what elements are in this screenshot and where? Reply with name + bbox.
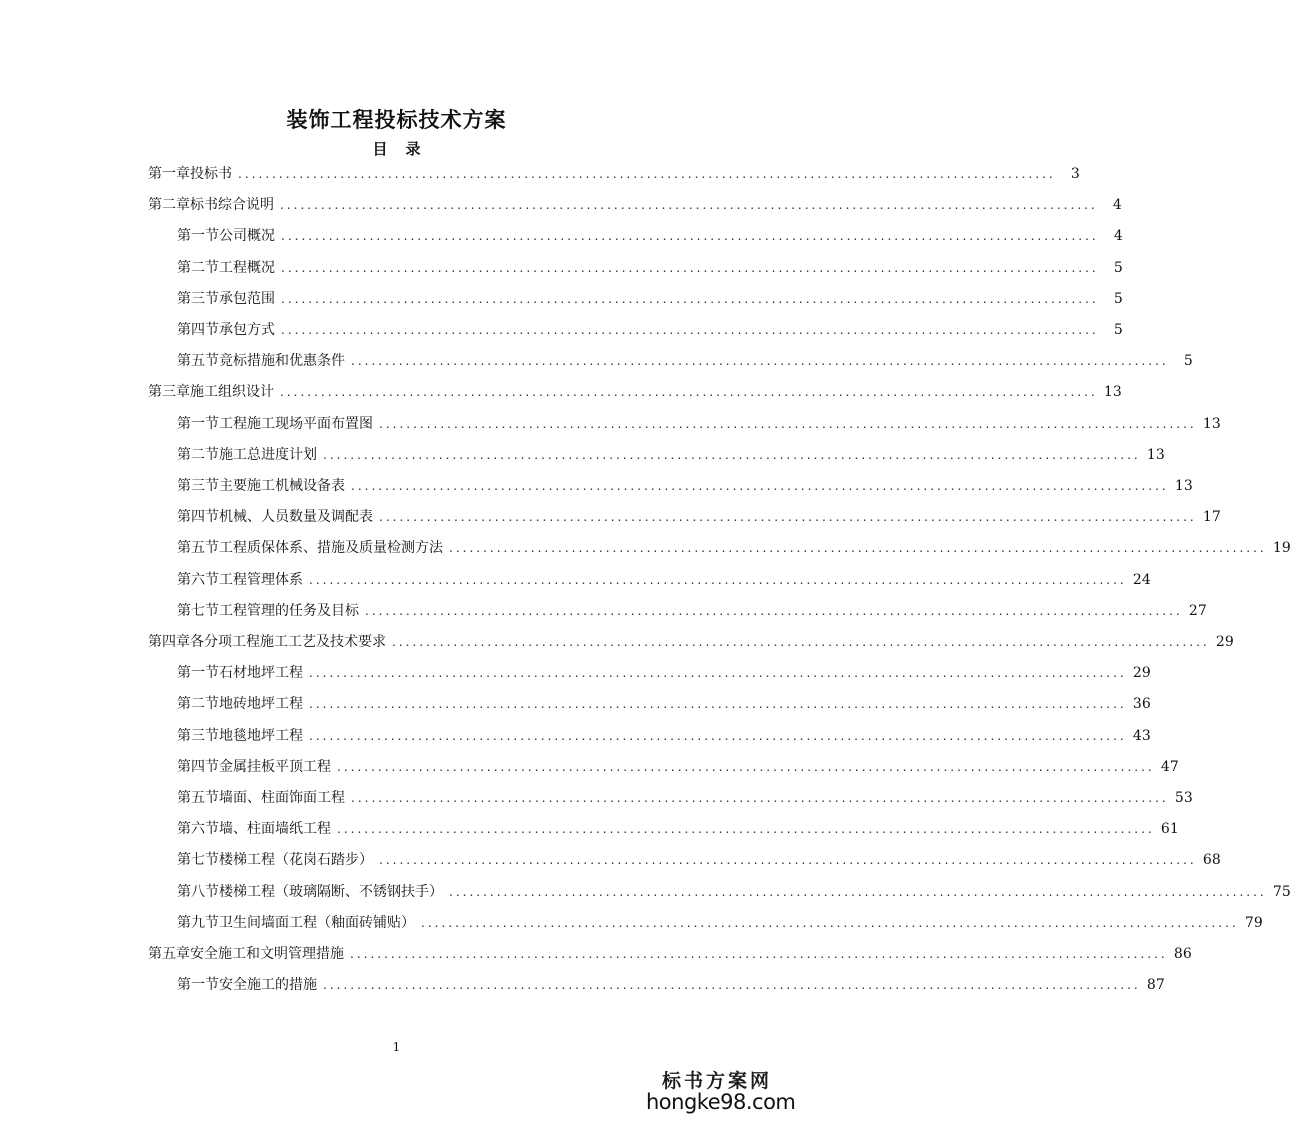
toc-entry-title: 承包方式 xyxy=(219,322,275,338)
toc-entry-number: 第三节 xyxy=(177,290,219,307)
toc-heading-char: 目 xyxy=(372,140,388,158)
toc-entry-number: 第二章 xyxy=(148,197,190,214)
toc-entry-page: 43 xyxy=(1132,727,1151,744)
toc-entry-number: 第六节 xyxy=(177,571,219,588)
toc-entry-title: 主要施工机械设备表 xyxy=(219,478,345,494)
toc-entry-number: 第三节 xyxy=(177,727,219,744)
watermark-url: hongke98.com xyxy=(646,1090,796,1114)
toc-section-entry[interactable] xyxy=(177,692,1151,716)
toc-entry-title: 安全施工的措施 xyxy=(219,977,317,994)
document-title: 装饰工程投标技术方案 xyxy=(286,107,507,132)
toc-entry-number: 第四节 xyxy=(177,509,219,526)
toc-entry-page: 5 xyxy=(1183,353,1193,370)
toc-chapter-entry[interactable] xyxy=(148,162,1080,186)
toc-heading-char: 录 xyxy=(405,140,421,158)
toc-entry-title: 工程管理体系 xyxy=(219,571,303,588)
watermark-logo-text: 标书方案网 xyxy=(662,1070,773,1092)
toc-entry-title: 地砖地坪工程 xyxy=(219,696,303,713)
toc-section-entry[interactable] xyxy=(177,318,1123,342)
toc-dot-leader: ........................................................................................................................ xyxy=(281,229,1099,244)
toc-entry-title: 工程施工现场平面布置图 xyxy=(219,415,373,432)
toc-entry-number: 第一节 xyxy=(177,977,219,994)
toc-entry-page: 5 xyxy=(1113,322,1123,338)
toc-entry-title: 金属挂板平顶工程 xyxy=(219,758,331,775)
toc-entry-page: 4 xyxy=(1113,228,1123,245)
toc-entry-number: 第一章 xyxy=(148,166,190,182)
toc-dot-leader: ........................................................................................................................ xyxy=(379,853,1197,868)
toc-dot-leader: ........................................................................................................................ xyxy=(421,915,1239,930)
toc-entry-title: 各分项工程施工工艺及技术要求 xyxy=(190,634,386,650)
toc-entry-page: 13 xyxy=(1146,446,1165,463)
toc-section-entry[interactable] xyxy=(177,568,1151,592)
toc-entry-page: 24 xyxy=(1132,571,1151,588)
toc-dot-leader: ........................................................................................................................ xyxy=(379,416,1197,431)
toc-section-entry[interactable] xyxy=(177,536,1291,560)
toc-section-entry[interactable] xyxy=(177,349,1193,373)
toc-dot-leader: ........................................................................................................................ xyxy=(281,323,1099,337)
toc-dot-leader: ........................................................................................................................ xyxy=(351,479,1169,493)
toc-entry-title: 工程概况 xyxy=(219,259,275,276)
toc-entry-page: 5 xyxy=(1113,259,1123,276)
toc-entry-page: 68 xyxy=(1202,852,1221,869)
toc-entry-page: 13 xyxy=(1202,415,1221,432)
toc-entry-number: 第七节 xyxy=(177,852,219,869)
toc-entry-page: 47 xyxy=(1160,758,1179,775)
toc-section-entry[interactable] xyxy=(177,287,1123,311)
toc-section-entry[interactable] xyxy=(177,256,1123,280)
toc-entry-number: 第九节 xyxy=(177,914,219,931)
table-of-contents xyxy=(0,162,1291,994)
toc-entry-number: 第四节 xyxy=(177,758,219,775)
toc-entry-number: 第七节 xyxy=(177,602,219,619)
toc-section-entry[interactable] xyxy=(177,973,1165,997)
toc-entry-title: 机械、人员数量及调配表 xyxy=(219,509,373,526)
toc-dot-leader: ........................................................................................................................ xyxy=(280,198,1098,213)
toc-entry-page: 36 xyxy=(1132,696,1151,713)
toc-entry-page: 13 xyxy=(1103,384,1122,401)
toc-dot-leader: ........................................................................................................................ xyxy=(449,884,1267,899)
toc-entry-title: 标书综合说明 xyxy=(190,197,274,214)
toc-entry-title: 楼梯工程（花岗石踏步） xyxy=(219,852,373,869)
toc-dot-leader: ........................................................................................................................ xyxy=(449,541,1267,556)
toc-dot-leader: ........................................................................................................................ xyxy=(309,666,1127,681)
toc-entry-page: 29 xyxy=(1132,665,1151,682)
toc-entry-page: 27 xyxy=(1188,602,1207,619)
toc-section-entry[interactable] xyxy=(177,474,1193,498)
toc-dot-leader: ........................................................................................................................ xyxy=(280,385,1098,400)
toc-entry-title: 墙、柱面墙纸工程 xyxy=(219,821,331,838)
toc-entry-title: 卫生间墙面工程（釉面砖铺贴） xyxy=(219,914,415,931)
toc-section-entry[interactable] xyxy=(177,817,1179,841)
toc-entry-title: 施工总进度计划 xyxy=(219,446,317,463)
toc-entry-number: 第二节 xyxy=(177,696,219,713)
toc-entry-number: 第四章 xyxy=(148,634,190,650)
toc-entry-page: 4 xyxy=(1112,197,1122,214)
toc-dot-leader: ........................................................................................................................ xyxy=(350,947,1168,961)
toc-dot-leader: ........................................................................................................................ xyxy=(351,354,1169,369)
toc-dot-leader: ........................................................................................................................ xyxy=(238,167,1056,181)
toc-section-entry[interactable] xyxy=(177,599,1207,623)
toc-entry-title: 承包范围 xyxy=(219,290,275,307)
toc-dot-leader: ........................................................................................................................ xyxy=(323,447,1141,462)
toc-dot-leader: ........................................................................................................................ xyxy=(351,791,1169,805)
toc-section-entry[interactable] xyxy=(177,755,1179,779)
toc-entry-number: 第六节 xyxy=(177,821,219,838)
toc-heading xyxy=(0,138,793,159)
toc-dot-leader: ........................................................................................................................ xyxy=(309,572,1127,587)
toc-section-entry[interactable] xyxy=(177,786,1193,810)
toc-entry-page: 13 xyxy=(1174,478,1193,494)
toc-entry-number: 第一节 xyxy=(177,415,219,432)
toc-entry-number: 第一节 xyxy=(177,665,219,682)
toc-entry-number: 第五节 xyxy=(177,790,219,806)
toc-entry-title: 安全施工和文明管理措施 xyxy=(190,946,344,962)
toc-dot-leader: ........................................................................................................................ xyxy=(392,635,1210,649)
toc-entry-number: 第四节 xyxy=(177,322,219,338)
toc-entry-title: 工程管理的任务及目标 xyxy=(219,602,359,619)
toc-dot-leader: ........................................................................................................................ xyxy=(337,759,1155,774)
toc-dot-leader: ........................................................................................................................ xyxy=(365,603,1183,618)
toc-entry-page: 17 xyxy=(1202,509,1221,526)
toc-entry-page: 3 xyxy=(1070,166,1080,182)
toc-entry-title: 工程质保体系、措施及质量检测方法 xyxy=(219,540,443,557)
toc-entry-page: 29 xyxy=(1215,634,1234,650)
toc-entry-page: 19 xyxy=(1272,540,1291,557)
toc-entry-title: 公司概况 xyxy=(219,228,275,245)
toc-entry-page: 86 xyxy=(1173,946,1192,962)
toc-entry-number: 第二节 xyxy=(177,446,219,463)
toc-section-entry[interactable] xyxy=(177,661,1151,685)
toc-section-entry[interactable] xyxy=(177,443,1165,467)
toc-chapter-entry[interactable] xyxy=(148,380,1122,404)
toc-dot-leader: ........................................................................................................................ xyxy=(281,260,1099,275)
toc-entry-title: 地毯地坪工程 xyxy=(219,727,303,744)
toc-dot-leader: ........................................................................................................................ xyxy=(309,697,1127,712)
toc-section-entry[interactable] xyxy=(177,911,1263,935)
toc-dot-leader: ........................................................................................................................ xyxy=(379,510,1197,525)
toc-dot-leader: ........................................................................................................................ xyxy=(281,291,1099,306)
toc-section-entry[interactable] xyxy=(177,848,1221,872)
toc-entry-page: 5 xyxy=(1113,290,1123,307)
toc-chapter-entry[interactable] xyxy=(148,942,1192,966)
toc-dot-leader: ........................................................................................................................ xyxy=(323,978,1141,993)
toc-dot-leader: ........................................................................................................................ xyxy=(337,822,1155,837)
toc-entry-number: 第一节 xyxy=(177,228,219,245)
toc-entry-title: 楼梯工程（玻璃隔断、不锈钢扶手） xyxy=(219,883,443,900)
toc-entry-number: 第三节 xyxy=(177,478,219,494)
toc-entry-page: 53 xyxy=(1174,790,1193,806)
toc-chapter-entry[interactable] xyxy=(148,630,1234,654)
toc-entry-page: 75 xyxy=(1272,883,1291,900)
toc-entry-page: 87 xyxy=(1146,977,1165,994)
toc-entry-number: 第五节 xyxy=(177,540,219,557)
toc-entry-number: 第八节 xyxy=(177,883,219,900)
toc-dot-leader: ........................................................................................................................ xyxy=(309,728,1127,743)
toc-entry-title: 施工组织设计 xyxy=(190,384,274,401)
toc-section-entry[interactable] xyxy=(177,505,1221,529)
toc-entry-number: 第二节 xyxy=(177,259,219,276)
toc-entry-title: 墙面、柱面饰面工程 xyxy=(219,790,345,806)
toc-section-entry[interactable] xyxy=(177,412,1221,436)
toc-section-entry[interactable] xyxy=(177,724,1151,748)
toc-entry-page: 61 xyxy=(1160,821,1179,838)
toc-entry-title: 石材地坪工程 xyxy=(219,665,303,682)
toc-entry-page: 79 xyxy=(1244,914,1263,931)
toc-entry-number: 第三章 xyxy=(148,384,190,401)
toc-section-entry[interactable] xyxy=(177,880,1291,904)
toc-section-entry[interactable] xyxy=(177,224,1123,248)
toc-entry-number: 第五章 xyxy=(148,946,190,962)
page-number: 1 xyxy=(392,1040,401,1054)
toc-entry-title: 投标书 xyxy=(190,166,232,182)
toc-entry-title: 竞标措施和优惠条件 xyxy=(219,353,345,370)
toc-entry-number: 第五节 xyxy=(177,353,219,370)
toc-chapter-entry[interactable] xyxy=(148,193,1122,217)
